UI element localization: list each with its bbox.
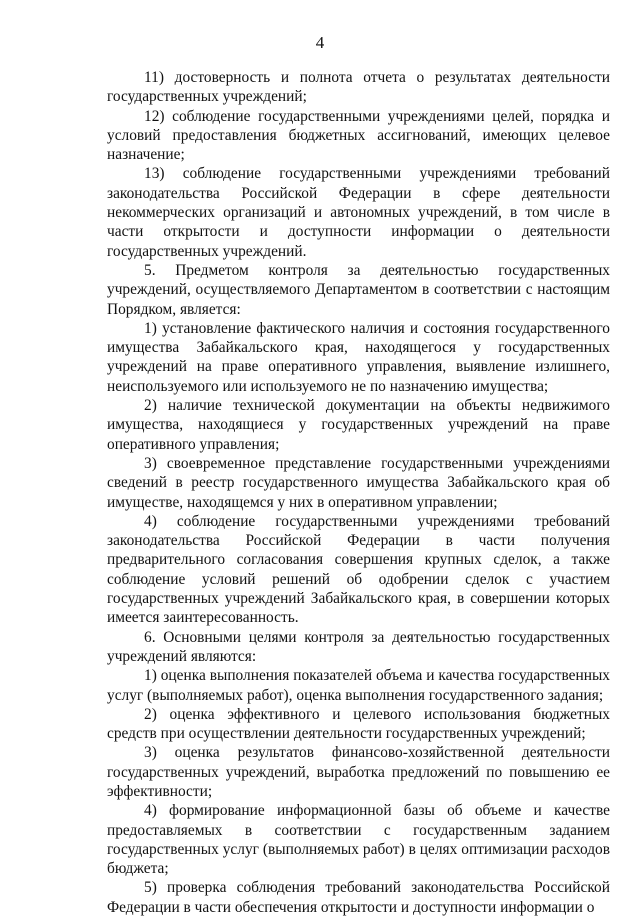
paragraph-section-6-item-4: 4) формирование информационной базы об объеме и качестве предоставляемых в соответствии с государственным заданием государственных услуг (выполняемых работ) в целях оптимизации расходов бюджета; xyxy=(107,802,610,878)
paragraph-section-5-item-4: 4) соблюдение государственными учреждениями требований законодательства Российской Федерации в части получения предварительного согласования совершения крупных сделок, а также соблюдение условий решений об одобрении сделок с участием государственных учреждений Забайкальского края, в совершении которых имеется заинтересованность. xyxy=(107,512,610,627)
paragraph-section-6: 6. Основными целями контроля за деятельностью государственных учреждений являются: xyxy=(107,628,610,665)
paragraph-section-6-item-1: 1) оценка выполнения показателей объема и качества государственных услуг (выполняемых работ), оценка выполнения государственного задания; xyxy=(107,667,610,704)
paragraph-section-6-item-5: 5) проверка соблюдения требований законодательства Российской Федерации в части обеспечения открытости и доступности информации о xyxy=(107,879,610,916)
paragraph-section-5-item-1: 1) установление фактического наличия и состояния государственного имущества Забайкальского края, находящегося у государственных учреждений на праве оперативного управления, выявление излишнего, неиспользуемого или используемого не по назначению имущества; xyxy=(107,319,610,395)
document-body xyxy=(107,68,610,917)
paragraph-section-5-item-2: 2) наличие технической документации на объекты недвижимого имущества, находящиеся у государственных учреждений на праве оперативного управления; xyxy=(107,397,610,453)
paragraph-section-6-item-2: 2) оценка эффективного и целевого использования бюджетных средств при осуществлении деятельности государственных учреждений; xyxy=(107,705,610,743)
paragraph-item-12: 12) соблюдение государственными учреждениями целей, порядка и условий предоставления бюджетных ассигнований, имеющих целевое назначение; xyxy=(107,107,610,164)
paragraph-section-6-item-3: 3) оценка результатов финансово-хозяйственной деятельности государственных учреждений, выработка предложений по повышению ее эффективности; xyxy=(107,744,610,800)
paragraph-section-5-item-3: 3) своевременное представление государственными учреждениями сведений в реестр государственного имущества Забайкальского края об имуществе, находящемся у них в оперативном управлении; xyxy=(107,454,610,511)
paragraph-section-5: 5. Предметом контроля за деятельностью государственных учреждений, осуществляемого Департаментом в соответствии с настоящим Порядком, является: xyxy=(107,261,610,318)
paragraph-item-13: 13) соблюдение государственными учреждениями требований законодательства Российской Федерации в сфере деятельности некоммерческих организаций и автономных учреждений, в том числе в части открытости и доступности информации о деятельности государственных учреждений. xyxy=(107,165,610,260)
paragraph-item-11: 11) достоверность и полнота отчета о результатах деятельности государственных учреждений; xyxy=(107,69,610,106)
page-number: 4 xyxy=(315,33,325,52)
